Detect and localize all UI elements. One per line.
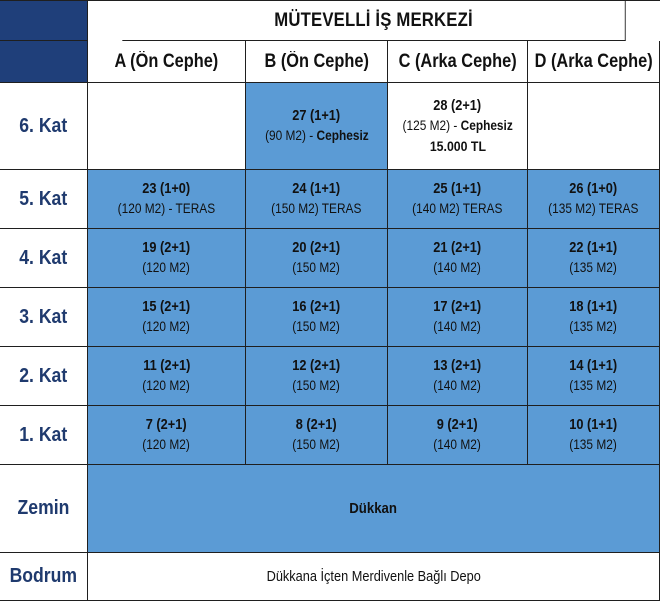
unit-cell-18: 18 (1+1) (135 M2) bbox=[528, 288, 660, 347]
unit-cell-27: 27 (1+1) (90 M2) - Cephesiz bbox=[246, 83, 388, 170]
unit-cell-14: 14 (1+1) (135 M2) bbox=[528, 347, 660, 406]
corner-cell bbox=[0, 41, 88, 83]
unit-cell-12: 12 (2+1) (150 M2) bbox=[246, 347, 388, 406]
unit-cell-8: 8 (2+1) (150 M2) bbox=[246, 406, 388, 465]
floor-label-5: 5. Kat bbox=[0, 170, 88, 229]
building-title: MÜTEVELLİ İŞ MERKEZİ bbox=[122, 1, 625, 41]
unit-cell-16: 16 (2+1) (150 M2) bbox=[246, 288, 388, 347]
floor-label-4: 4. Kat bbox=[0, 229, 88, 288]
unit-cell-17: 17 (2+1) (140 M2) bbox=[388, 288, 528, 347]
unit-cell-19: 19 (2+1) (120 M2) bbox=[88, 229, 246, 288]
unit-cell-23: 23 (1+0) (120 M2) - TERAS bbox=[88, 170, 246, 229]
column-header-c: C (Arka Cephe) bbox=[388, 41, 528, 83]
unit-cell-13: 13 (2+1) (140 M2) bbox=[388, 347, 528, 406]
unit-cell-28: 28 (2+1) (125 M2) - Cephesiz 15.000 TL bbox=[388, 83, 528, 170]
unit-cell-22: 22 (1+1) (135 M2) bbox=[528, 229, 660, 288]
unit-cell-15: 15 (2+1) (120 M2) bbox=[88, 288, 246, 347]
unit-cell-21: 21 (2+1) (140 M2) bbox=[388, 229, 528, 288]
floor-label-2: 2. Kat bbox=[0, 347, 88, 406]
unit-cell-20: 20 (2+1) (150 M2) bbox=[246, 229, 388, 288]
column-header-b: B (Ön Cephe) bbox=[246, 41, 388, 83]
unit-cell-26: 26 (1+0) (135 M2) TERAS bbox=[528, 170, 660, 229]
floor-label-zemin: Zemin bbox=[0, 465, 88, 553]
depot-cell: Dükkana İçten Merdivenle Bağlı Depo bbox=[88, 553, 660, 601]
unit-cell-empty bbox=[528, 83, 660, 170]
floor-label-1: 1. Kat bbox=[0, 406, 88, 465]
column-header-d: D (Arka Cephe) bbox=[528, 41, 660, 83]
unit-cell-9: 9 (2+1) (140 M2) bbox=[388, 406, 528, 465]
corner-cell bbox=[0, 1, 88, 41]
floor-label-6: 6. Kat bbox=[0, 83, 88, 170]
unit-cell-7: 7 (2+1) (120 M2) bbox=[88, 406, 246, 465]
column-header-a: A (Ön Cephe) bbox=[88, 41, 246, 83]
floor-label-bodrum: Bodrum bbox=[0, 553, 88, 601]
shop-cell: Dükkan bbox=[88, 465, 660, 553]
unit-cell-10: 10 (1+1) (135 M2) bbox=[528, 406, 660, 465]
unit-cell-empty bbox=[88, 83, 246, 170]
unit-cell-25: 25 (1+1) (140 M2) TERAS bbox=[388, 170, 528, 229]
unit-cell-24: 24 (1+1) (150 M2) TERAS bbox=[246, 170, 388, 229]
unit-cell-11: 11 (2+1) (120 M2) bbox=[88, 347, 246, 406]
floor-label-3: 3. Kat bbox=[0, 288, 88, 347]
